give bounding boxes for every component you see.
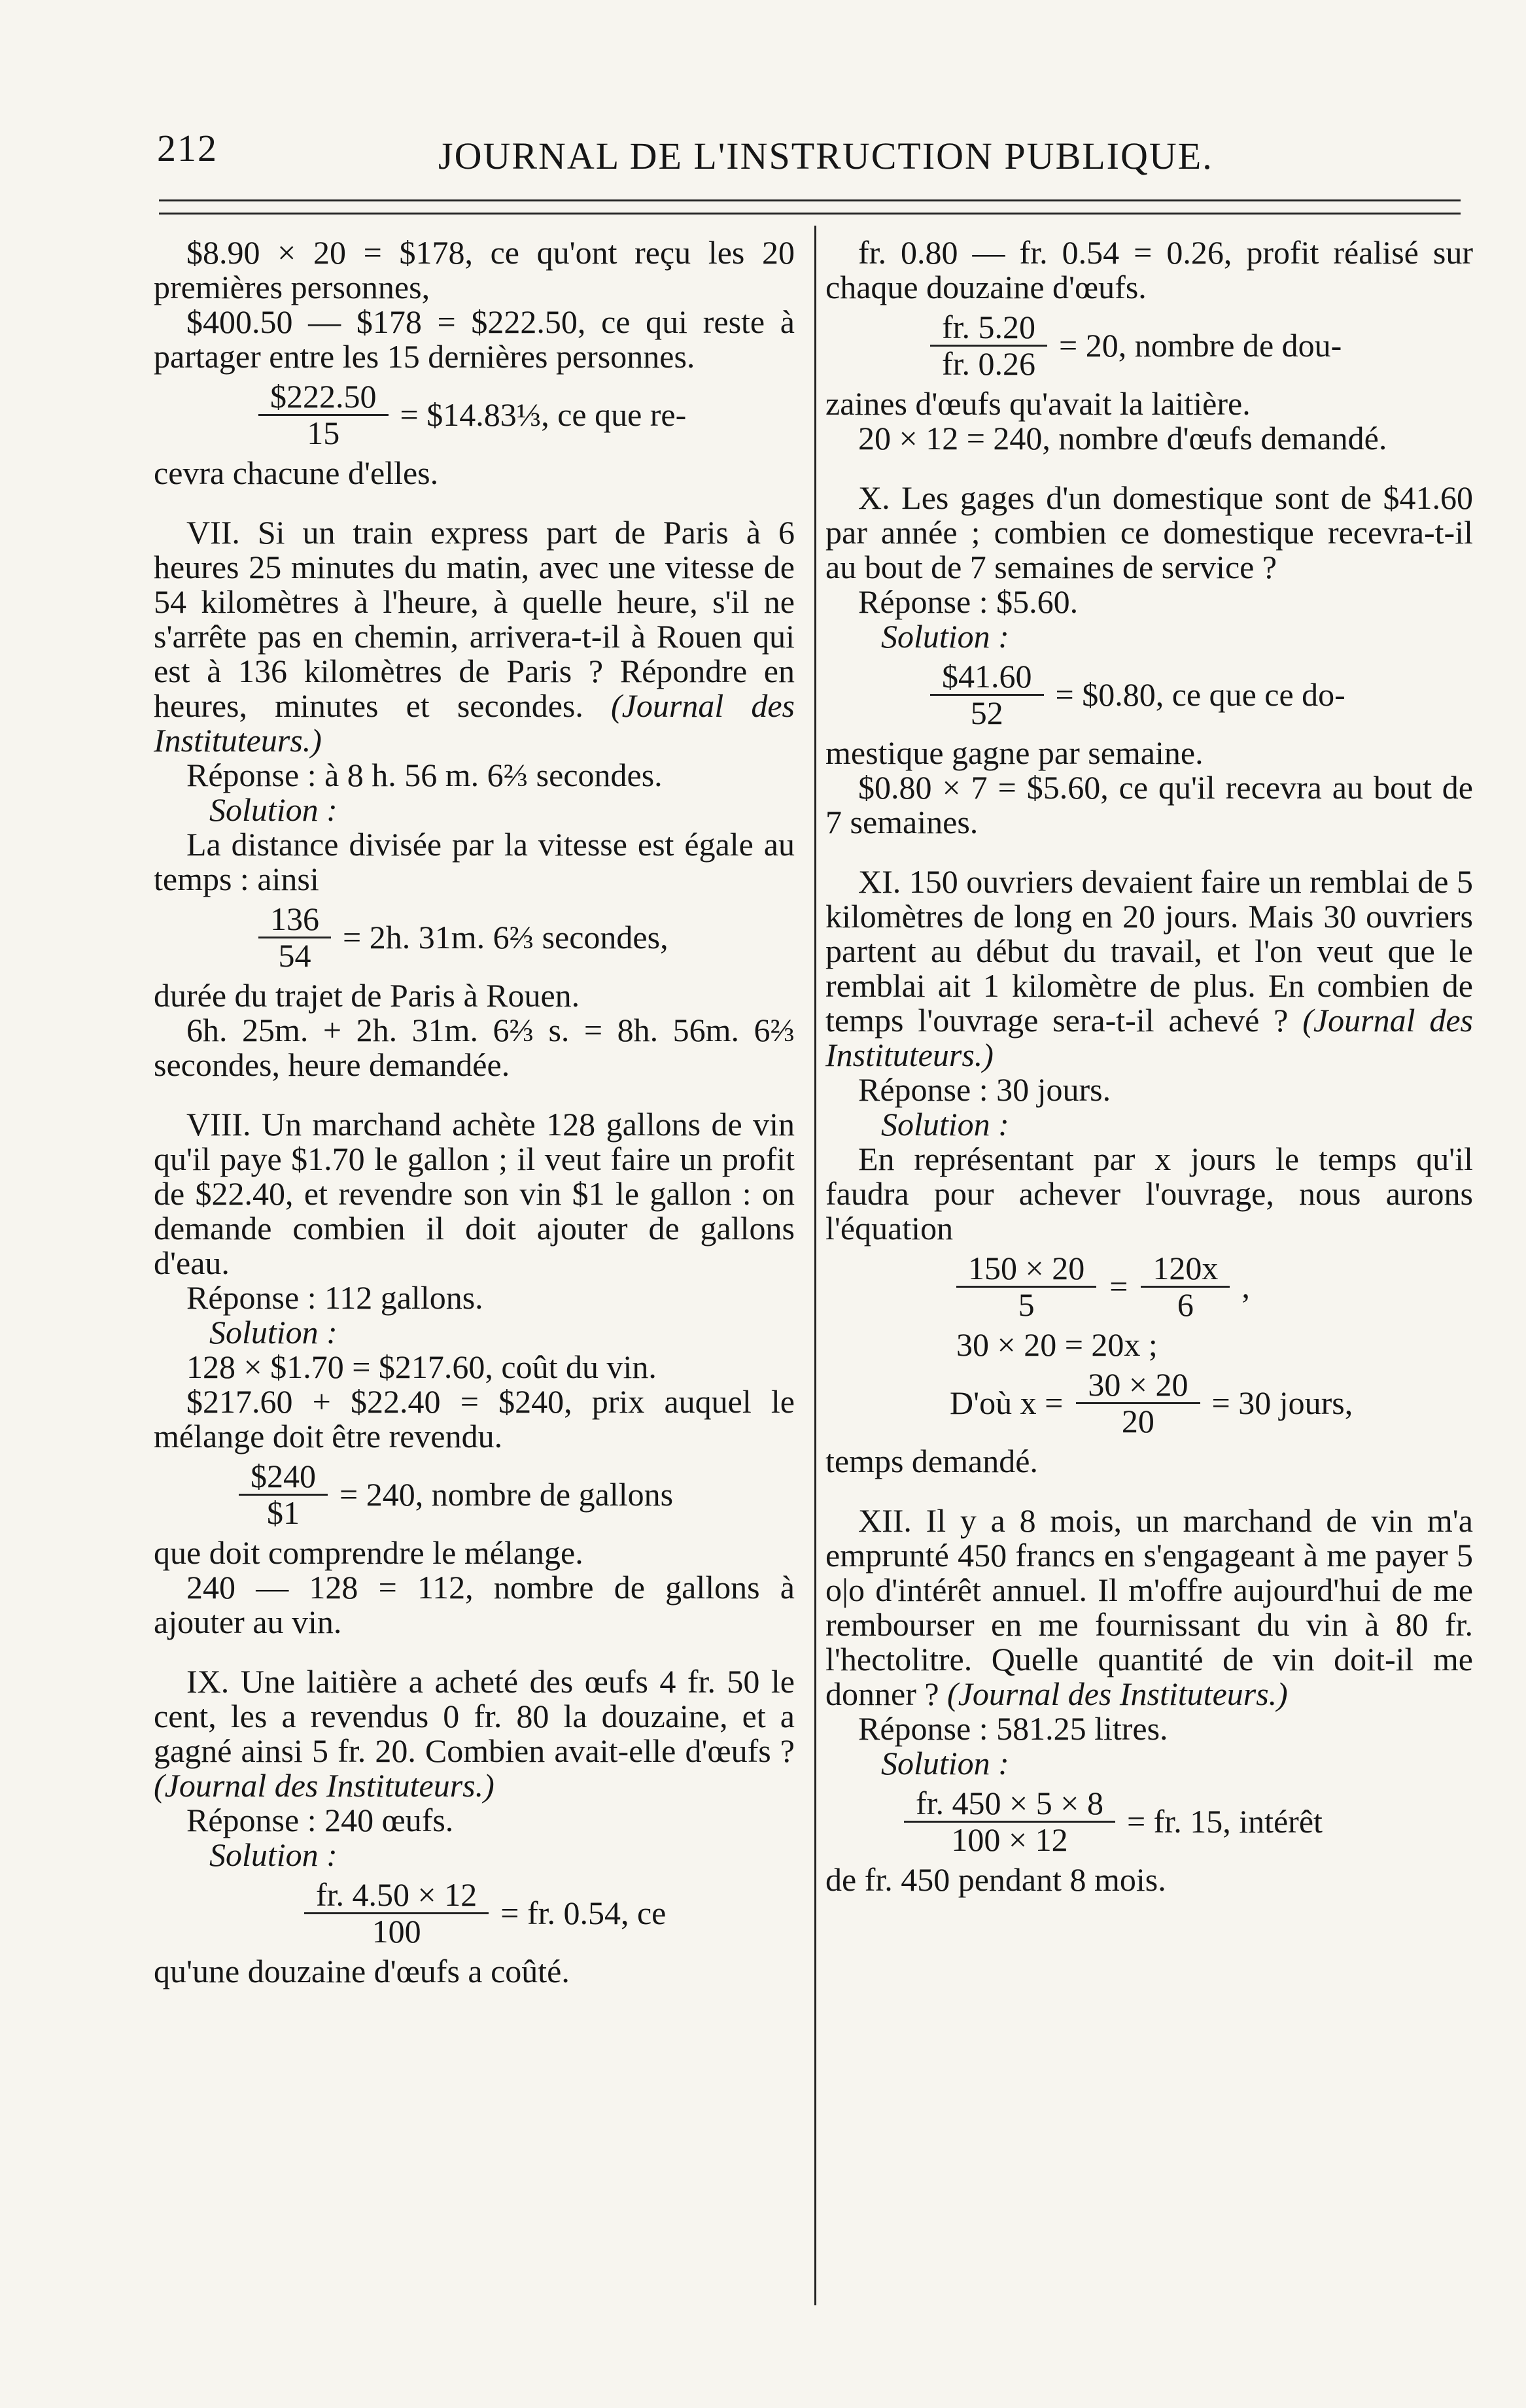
denominator: 15 xyxy=(307,415,340,451)
problem-ix xyxy=(154,1664,795,1803)
denominator: fr. 0.26 xyxy=(942,345,1036,382)
paragraph: de fr. 450 pendant 8 mois. xyxy=(825,1861,1166,1898)
paragraph: cevra chacune d'elles. xyxy=(154,455,439,491)
fraction xyxy=(154,1878,795,1949)
right-column xyxy=(825,235,1473,1897)
source-citation: (Journal des Instituteurs.) xyxy=(154,687,795,759)
denominator: 52 xyxy=(970,695,1003,731)
paragraph: fr. 0.80 — fr. 0.54 = 0.26, profit réalisé sur chaque douzaine d'œufs. xyxy=(825,234,1473,305)
denominator: 54 xyxy=(278,937,311,974)
problem-text: XII. Il y a 8 mois, un marchand de vin m'a emprunté 450 francs en s'engageant à me payer 5 o|o d'intérêt annuel. Il m'offre aujourd'hui de me rembourser en me fournissant du vin à 80 fr. l'hectolitre. Quelle quantité de vin doit-il me donner ? xyxy=(825,1502,1473,1712)
paragraph: En représentant par x jours le temps qu'il faudra pour achever l'ouvrage, nous aurons l'équation xyxy=(825,1141,1473,1247)
page-header xyxy=(157,108,1472,180)
problem-viii: VIII. Un marchand achète 128 gallons de vin qu'il paye $1.70 le gallon ; il veut faire un profit de $22.40, et revendre son vin $1 le gallon : on demande combien il doit ajouter de gallons d'eau. xyxy=(154,1106,795,1281)
header-rule-bottom xyxy=(159,213,1461,215)
solution-label: Solution : xyxy=(209,1836,338,1873)
fraction-result: , xyxy=(1241,1268,1250,1305)
numerator: 150 × 20 xyxy=(956,1251,1096,1288)
denominator: 100 xyxy=(372,1913,421,1950)
source-citation: (Journal des Instituteurs.) xyxy=(154,1767,494,1804)
paragraph: 6h. 25m. + 2h. 31m. 6⅔ s. = 8h. 56m. 6⅔ secondes, heure demandée. xyxy=(154,1012,795,1083)
paragraph: durée du trajet de Paris à Rouen. xyxy=(154,977,580,1014)
equals-sign: = xyxy=(1109,1268,1128,1305)
denominator: 6 xyxy=(1177,1286,1194,1323)
numerator: fr. 4.50 × 12 xyxy=(304,1878,489,1914)
fraction-result: = fr. 0.54, ce xyxy=(500,1895,667,1931)
fraction-result: = 30 jours, xyxy=(1211,1385,1353,1421)
paragraph: 240 — 128 = 112, nombre de gallons à ajouter au vin. xyxy=(154,1569,795,1640)
problem-text: IX. Une laitière a acheté des œufs 4 fr. 50 le cent, les a revendus 0 fr. 80 la douzaine, et a gagné ainsi 5 fr. 20. Combien avait-elle d'œufs ? xyxy=(154,1663,795,1769)
solution-label: Solution : xyxy=(881,618,1009,655)
denominator: 100 × 12 xyxy=(951,1821,1068,1858)
paragraph: qu'une douzaine d'œufs a coûté. xyxy=(154,1953,570,1989)
fraction-result: = 2h. 31m. 6⅔ secondes, xyxy=(343,919,668,955)
fraction xyxy=(154,902,795,973)
paragraph: que doit comprendre le mélange. xyxy=(154,1534,583,1571)
fraction xyxy=(825,310,1473,381)
numerator: $41.60 xyxy=(930,659,1044,696)
equation xyxy=(825,1251,1473,1322)
fraction xyxy=(154,379,795,451)
numerator: fr. 5.20 xyxy=(930,310,1047,347)
source-citation: (Journal des Instituteurs.) xyxy=(825,1002,1473,1073)
header-rule-top xyxy=(159,199,1461,201)
solution-label: Solution : xyxy=(881,1745,1009,1781)
solution-label: Solution : xyxy=(209,1314,338,1350)
fraction-result: = 240, nombre de gallons xyxy=(339,1476,674,1513)
fraction-prefix: D'où x = xyxy=(950,1385,1064,1421)
answer: Réponse : 240 œufs. xyxy=(186,1802,454,1838)
paragraph: zaines d'œufs qu'avait la laitière. xyxy=(825,385,1251,422)
numerator: 120x xyxy=(1141,1251,1230,1288)
paragraph: temps demandé. xyxy=(825,1443,1038,1479)
numerator: $240 xyxy=(239,1459,328,1496)
column-divider xyxy=(814,226,816,2305)
numerator: 136 xyxy=(258,902,331,938)
denominator: 5 xyxy=(1018,1286,1035,1323)
paragraph: 128 × $1.70 = $217.60, coût du vin. xyxy=(186,1349,657,1385)
fraction-result: = fr. 15, intérêt xyxy=(1126,1803,1323,1840)
paragraph: La distance divisée par la vitesse est égale au temps : ainsi xyxy=(154,826,795,897)
problem-text: XI. 150 ouvriers devaient faire un remblai de 5 kilomètres de long en 20 jours. Mais 30 ouvriers partent au début du travail, et l'on veut que le remblai ait 1 kilomètre de plus. En combien de temps l'ouvrage sera-t-il achevé ? xyxy=(825,863,1473,1039)
paragraph: 20 × 12 = 240, nombre d'œufs demandé. xyxy=(858,420,1387,456)
journal-title: JOURNAL DE L'INSTRUCTION PUBLIQUE. xyxy=(438,135,1213,177)
numerator: $222.50 xyxy=(258,379,389,416)
answer: Réponse : 581.25 litres. xyxy=(858,1710,1168,1747)
fraction-result: = $14.83⅓, ce que re- xyxy=(400,396,687,433)
denominator: 20 xyxy=(1121,1403,1154,1439)
fraction xyxy=(154,1459,795,1530)
page-number: 212 xyxy=(157,127,218,169)
paragraph: $8.90 × 20 = $178, ce qu'ont reçu les 20 premières personnes, xyxy=(154,234,795,305)
problem-text: VII. Si un train express part de Paris à 6 heures 25 minutes du matin, avec une vitesse de 54 kilomètres à l'heure, à quelle heure, s'il ne s'arrête pas en chemin, arrivera-t-il à Rouen qui est à 136 kilomètres de Paris ? Répondre en heures, minutes et secondes. xyxy=(154,514,795,724)
paragraph: $400.50 — $178 = $222.50, ce qui reste à partager entre les 15 dernières personnes. xyxy=(154,303,795,375)
answer: Réponse : à 8 h. 56 m. 6⅔ secondes. xyxy=(186,757,663,793)
answer: Réponse : $5.60. xyxy=(858,583,1079,620)
numerator: fr. 450 × 5 × 8 xyxy=(904,1786,1115,1823)
answer: Réponse : 30 jours. xyxy=(858,1071,1111,1108)
solution-label: Solution : xyxy=(881,1106,1009,1143)
problem-xii xyxy=(825,1504,1473,1711)
fraction-result: = 20, nombre de dou- xyxy=(1059,327,1342,364)
fraction-result: = $0.80, ce que ce do- xyxy=(1055,676,1345,713)
source-citation: (Journal des Instituteurs.) xyxy=(947,1676,1288,1712)
denominator: $1 xyxy=(267,1494,300,1531)
problem-vii xyxy=(154,515,795,758)
paragraph: mestique gagne par semaine. xyxy=(825,734,1204,771)
numerator: 30 × 20 xyxy=(1076,1367,1200,1404)
problem-xi xyxy=(825,865,1473,1073)
fraction xyxy=(825,659,1473,731)
paragraph: $217.60 + $22.40 = $240, prix auquel le mélange doit être revendu. xyxy=(154,1383,795,1454)
fraction xyxy=(825,1367,1473,1439)
paragraph: 30 × 20 = 20x ; xyxy=(956,1326,1158,1363)
solution-label: Solution : xyxy=(209,791,338,828)
problem-x: X. Les gages d'un domestique sont de $41.60 par année ; combien ce domestique recevra-t-il au bout de 7 semaines de service ? xyxy=(825,479,1473,585)
paragraph: $0.80 × 7 = $5.60, ce qu'il recevra au bout de 7 semaines. xyxy=(825,769,1473,840)
fraction xyxy=(825,1786,1473,1857)
left-column xyxy=(154,235,795,1989)
answer: Réponse : 112 gallons. xyxy=(186,1279,483,1316)
